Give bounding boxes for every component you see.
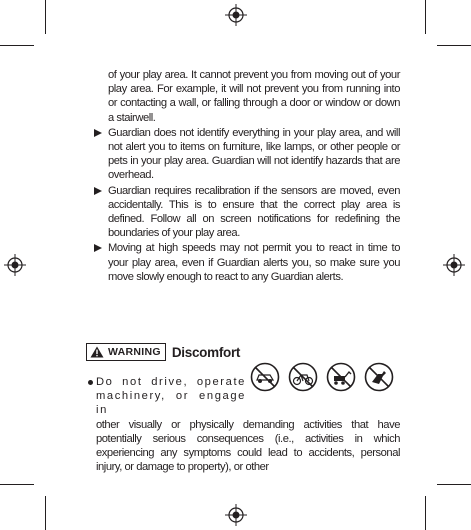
triangle-bullet-icon	[94, 187, 102, 195]
crop-mark	[425, 0, 426, 34]
list-item	[91, 184, 400, 241]
no-machinery-icon	[326, 362, 356, 392]
triangle-bullet-icon	[94, 244, 102, 252]
continuation-paragraph: of your play area. It cannot prevent you from moving out of your play area. For example, it will not prevent you from running into or contacting a wall, or falling through a door or window or down a stairwell.	[108, 69, 400, 124]
bullet-text: Guardian requires recalibration if the sensors are moved, even accidentally. This is to ensure that the correct play area is defined. Follow all on screen notifications for redefining the boundaries of your play area.	[108, 184, 400, 240]
crop-mark	[425, 496, 426, 530]
crop-mark	[0, 45, 34, 46]
no-cycling-icon	[288, 362, 318, 392]
prohibited-activity-icons	[250, 362, 394, 392]
crop-mark	[437, 484, 471, 485]
bullet-dot-icon	[88, 380, 93, 385]
registration-mark-icon	[225, 504, 247, 526]
crop-mark	[0, 484, 34, 485]
discomfort-lead-text: Do not drive, operate machinery, or engage in	[96, 376, 246, 417]
discomfort-rest-text: other visually or physically demanding activities that have potentially serious consequences (i.e., activities in which experiencing any symptoms could lead to accidents, personal injury, or damage to property), or other	[96, 418, 400, 474]
crop-mark	[437, 45, 471, 46]
warning-header	[86, 342, 240, 362]
registration-mark-icon	[443, 254, 465, 276]
no-power-tools-icon	[364, 362, 394, 392]
warning-triangle-icon	[90, 346, 104, 358]
section-heading: Discomfort	[171, 344, 241, 360]
bullet-text: Moving at high speeds may not permit you to react in time to your play area, even if Guardian alerts you, so make sure you move slowly enough to react to any Guardian alerts.	[108, 242, 400, 283]
no-driving-icon	[250, 362, 280, 392]
bullet-text: Guardian does not identify everything in your play area, and will not alert you to items on furniture, like lamps, or other people or pets in your play area. Guardian will not identify hazards that are overhead.	[108, 126, 400, 182]
registration-mark-icon	[225, 4, 247, 26]
list-item	[91, 241, 400, 284]
list-item	[91, 126, 400, 183]
guardian-limitations-text	[91, 68, 400, 284]
warning-label: WARNING	[108, 346, 161, 358]
triangle-bullet-icon	[94, 129, 102, 137]
crop-mark	[45, 496, 46, 530]
warning-badge	[86, 343, 166, 361]
crop-mark	[45, 0, 46, 34]
registration-mark-icon	[4, 254, 26, 276]
